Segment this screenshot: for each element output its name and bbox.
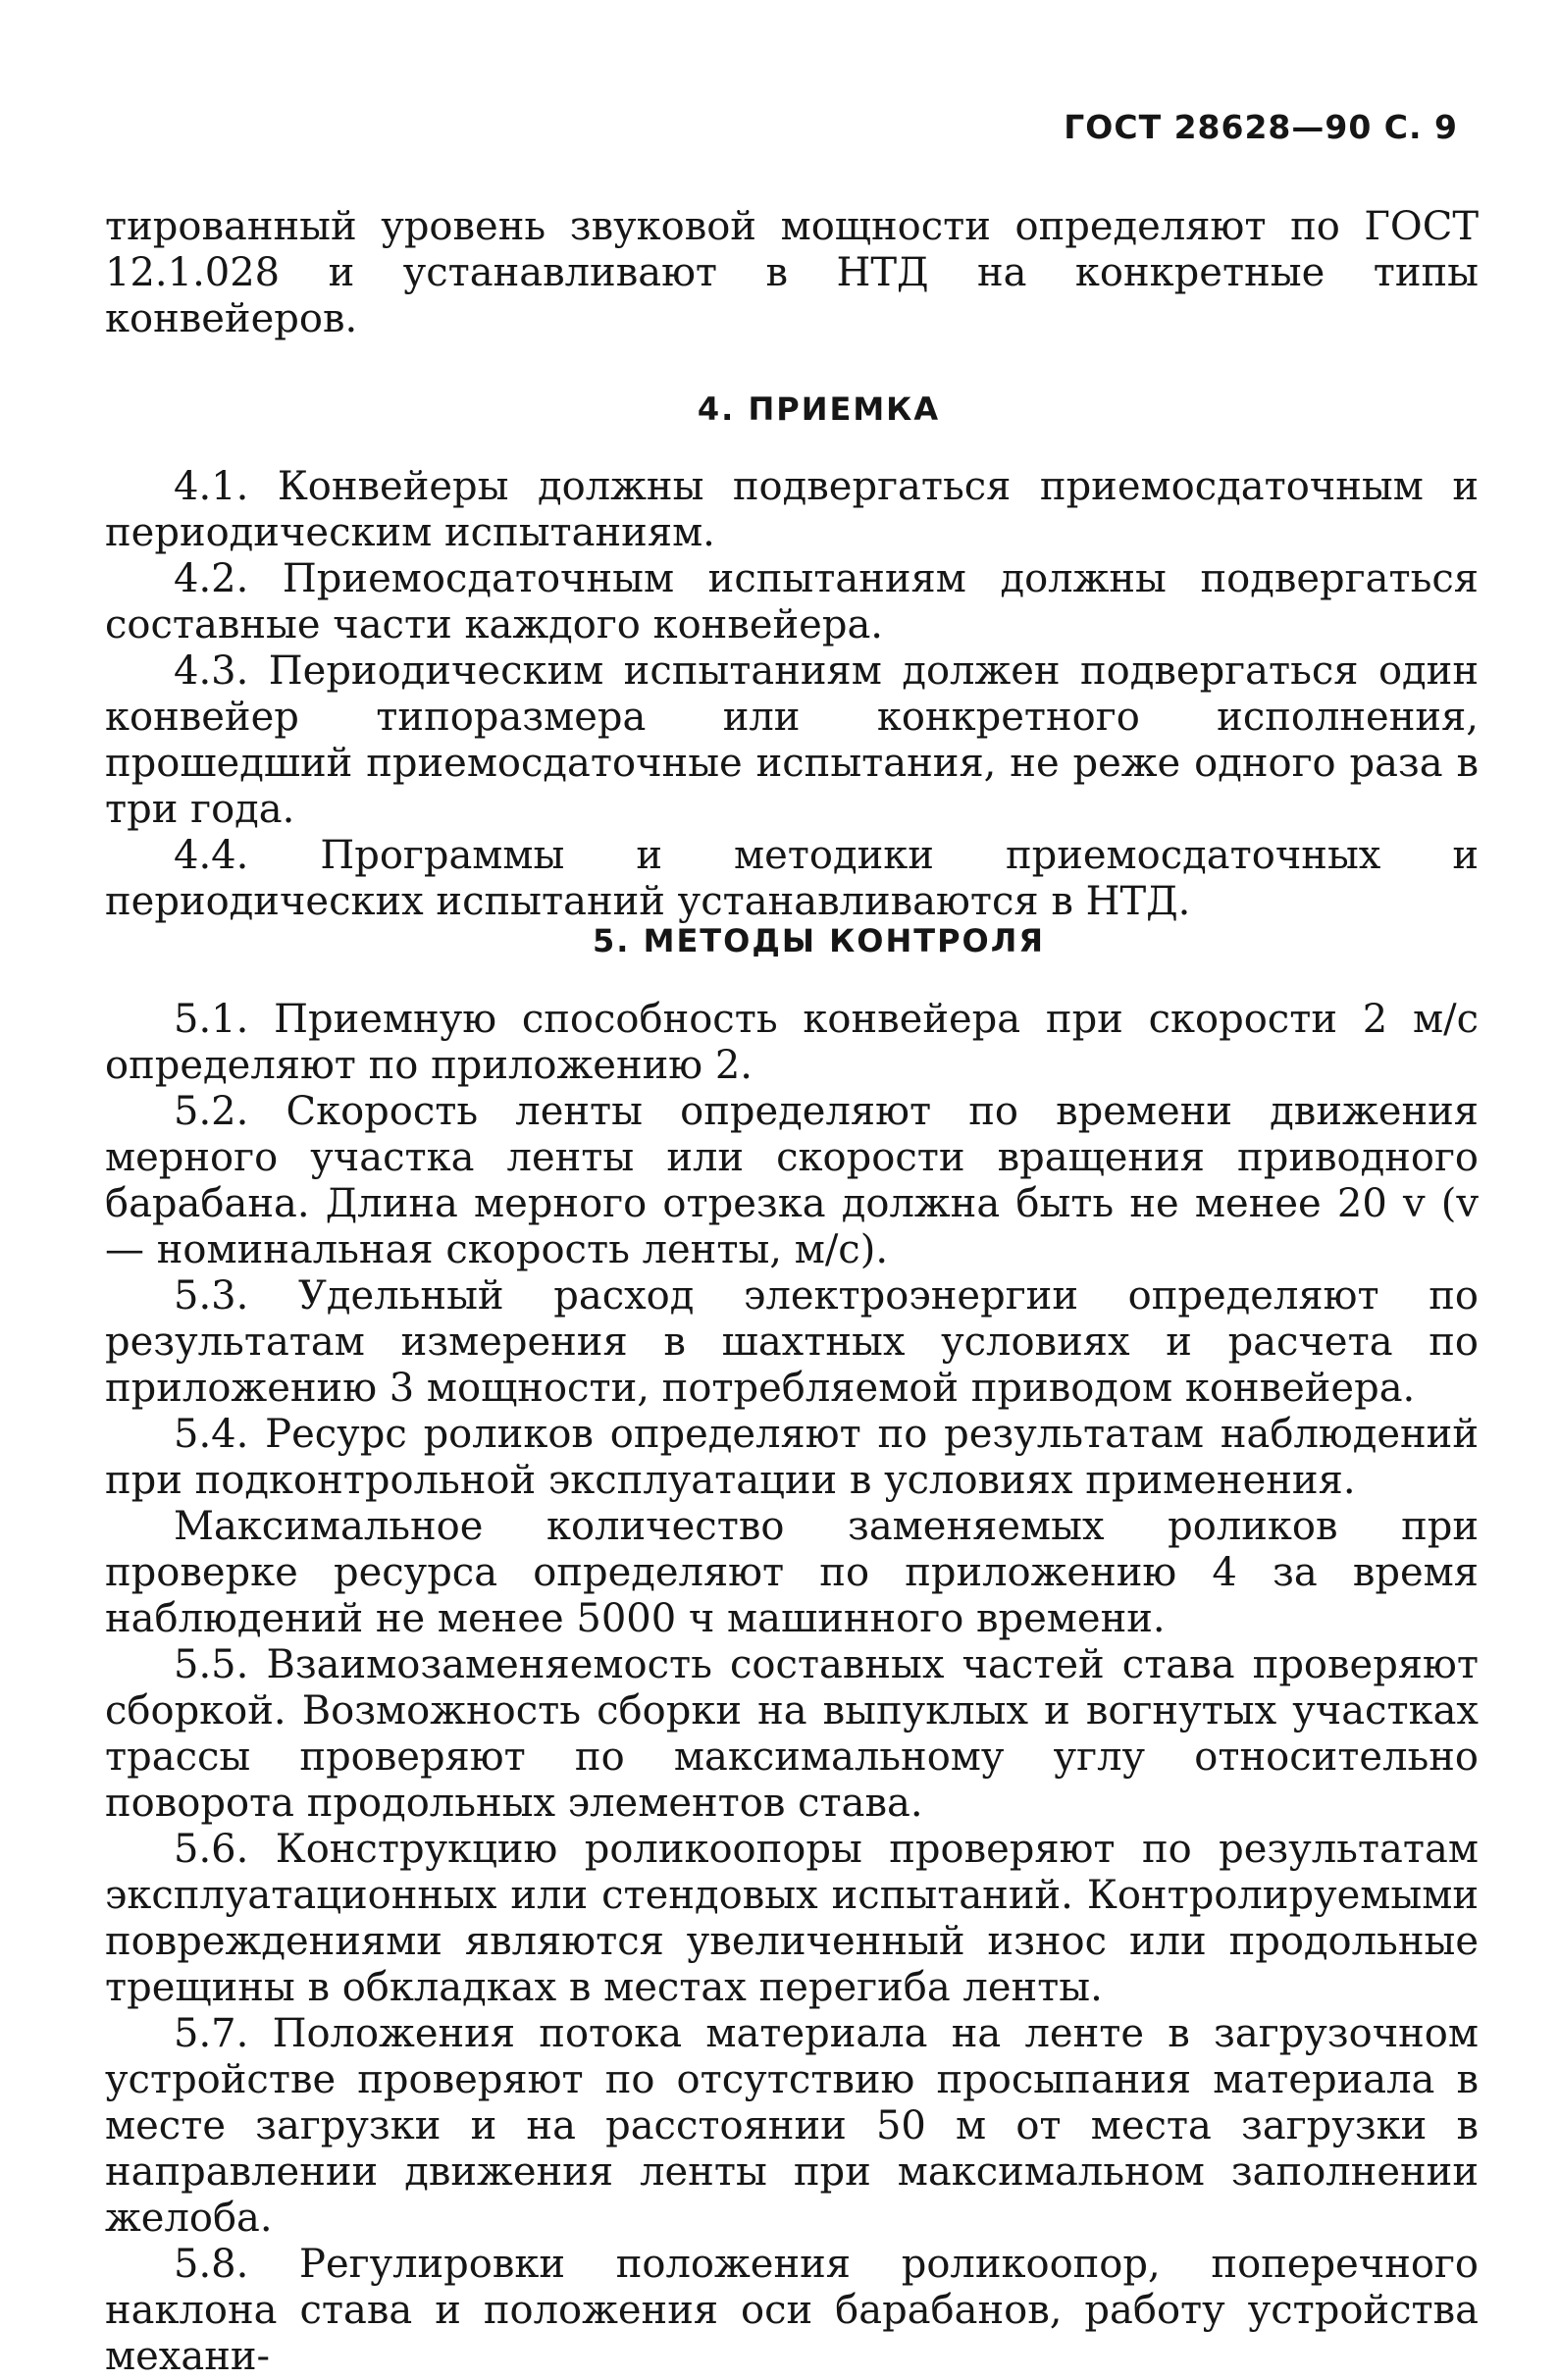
paragraph-5-7: 5.7. Положения потока материала на ленте в загрузочном устройстве проверяют по отсутствию просыпания материала в месте загрузки и на расстоянии 50 м от места загрузки в направлении движения ленты при максимальном заполнении желоба. [105,2011,1479,2241]
paragraph-5-4: 5.4. Ресурс роликов определяют по результатам наблюдений при подконтрольной эксплуатации в условиях применения. [105,1412,1479,1503]
intro-text: тированный уровень звуковой мощности определяют по ГОСТ 12.1.028 и устанавливают в НТД на конкретные типы конвейеров. [105,204,1479,341]
paragraph-5-2: 5.2. Скорость ленты определяют по времени движения мерного участка ленты или скорости вращения приводного барабана. Длина мерного отрезка должна быть не менее 20 v (v — номинальная скорость ленты, м/с). [105,1089,1479,1272]
paragraph-4-2: 4.2. Приемосдаточным испытаниям должны подвергаться составные части каждого конвейера. [105,556,1479,647]
paragraph-5-4-continued: Максимальное количество заменяемых роликов при проверке ресурса определяют по приложению 4 за время наблюдений не менее 5000 ч машинного времени. [105,1504,1479,1641]
paragraph-5-1: 5.1. Приемную способность конвейера при скорости 2 м/с определяют по приложению 2. [105,997,1479,1088]
paragraph-4-1: 4.1. Конвейеры должны подвергаться приемосдаточным и периодическим испытаниям. [105,464,1479,555]
intro-paragraph [105,204,1479,342]
section-5-body [105,997,1479,2380]
paragraph-5-8: 5.8. Регулировки положения роликоопор, поперечного наклона става и положения оси барабанов, работу устройства механи- [105,2242,1479,2379]
paragraph-4-4: 4.4. Программы и методики приемосдаточных и периодических испытаний устанавливаются в НТД. [105,833,1479,924]
paragraph-5-3: 5.3. Удельный расход электроэнергии определяют по результатам измерения в шахтных условиях и расчета по приложению 3 мощности, потребляемой приводом конвейера. [105,1273,1479,1411]
section-4-body [105,464,1479,925]
paragraph-4-3: 4.3. Периодическим испытаниям должен подвергаться один конвейер типоразмера или конкретного исполнения, прошедший приемосдаточные испытания, не реже одного раза в три года. [105,648,1479,832]
paragraph-5-5: 5.5. Взаимозаменяемость составных частей става проверяют сборкой. Возможность сборки на выпуклых и вогнутых участках трассы проверяют по максимальному углу относительно поворота продольных элементов става. [105,1642,1479,1826]
page-header: ГОСТ 28628—90 С. 9 [1064,108,1458,146]
section-4-heading: 4. ПРИЕМКА [697,390,941,428]
section-5-heading: 5. МЕТОДЫ КОНТРОЛЯ [593,922,1045,959]
paragraph-5-6: 5.6. Конструкцию роликоопоры проверяют по результатам эксплуатационных или стендовых испытаний. Контролируемыми повреждениями являются увеличенный износ или продольные трещины в обкладках в местах перегиба ленты. [105,1827,1479,2010]
